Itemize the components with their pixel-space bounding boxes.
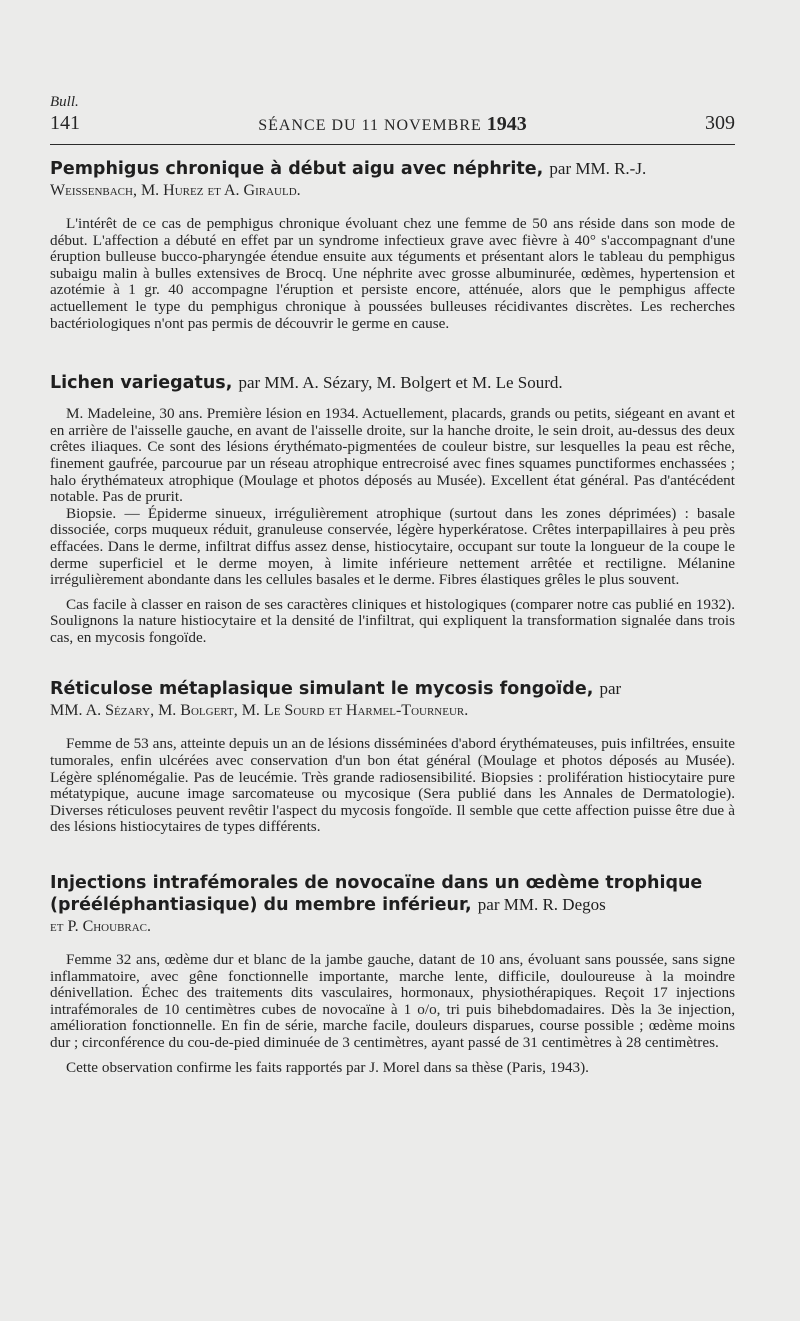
article-injections (50, 872, 735, 1076)
article-paragraph: Biopsie. — Épiderme sinueux, irrégulièrement atrophique (surtout dans les zones déprimées) : basale dissociée, corps muqueux réduit, granuleuse conservée, légère hyperkératose. Crêtes interpapillaires à peu près effacées. Dans le derme, infiltrat diffus assez dense, histiocytaire, occupant sur toute la longueur de la coupe le derme superficiel et le derme moyen, à limite inférieure nettement arrêtée et rectiligne. Mélanine irrégulièrement abondante dans les cellules basales et le derme. Fibres élastiques grêles le plus souvent. (50, 504, 735, 589)
article-pemphigus (50, 158, 735, 332)
article-paragraph: Femme de 53 ans, atteinte depuis un an de lésions disséminées d'abord érythémateuses, puis infiltrées, ensuite tumorales, enfin ulcérées avec conservation d'un bon état général (Moulage et photos déposés au Musée). Légère splénomégalie. Pas de leucémie. Très grande radiosensibilité. Biopsies : prolifération histiocytaire pure métatypique, aucune image sarcomateuse ou mycosique (Sera publié dans les Annales de Dermatologie). Diverses réticuloses peuvent revêtir l'aspect du mycosis fongoïde. Il semble que cette affection puisse être due à des lésions histiocytaires de types différents. (50, 735, 735, 836)
article-paragraph: Cas facile à classer en raison de ses caractères cliniques et histologiques (comparer notre cas publié en 1932). Soulignons la nature histiocytaire et la densité de l'infiltrat, qui expliquent la transformation signalée dans trois cas, en mycosis fongoïde. (50, 595, 735, 646)
page-number: 309 (705, 112, 735, 134)
running-header (50, 110, 735, 136)
session-year: 1943 (486, 113, 527, 135)
article-reticulose (50, 678, 735, 836)
article-authors: et P. Choubrac. (50, 918, 152, 936)
article-lichen (50, 372, 735, 646)
session-title: SÉANCE DU 11 NOVEMBRE 1943 (258, 113, 527, 135)
article-authors: MM. A. Sézary, M. Bolgert, M. Le Sourd et Harmel-Tourneur. (50, 702, 469, 720)
article-paragraph: Cette observation confirme les faits rapportés par J. Morel dans sa thèse (Paris, 1943). (66, 1058, 589, 1076)
header-rule (50, 144, 735, 145)
article-title: Injections intrafémorales de novocaïne dans un œdème trophique (prééléphantiasique) du membre inférieur, par MM. R. Degos (50, 873, 703, 916)
bull-note: Bull. (50, 94, 79, 110)
article-title: Pemphigus chronique à début aigu avec néphrite, par MM. R.-J. (50, 159, 647, 179)
article-paragraph: M. Madeleine, 30 ans. Première lésion en 1934. Actuellement, placards, grands ou petits, siégeant en avant et en arrière de l'aisselle gauche, en avant de l'aisselle droite, sur la hanche droite, le sein droit, au-dessus des deux crêtes iliaques. Ce sont des lésions érythémato-pigmentées de couleur bistre, sur lesquelles la peau est rêche, finement gaufrée, parcourue par un réseau atrophique entrecroisé avec fines squames punctiformes enchassées ; halo érythémateux atrophique (Moulage et photos déposés au Musée). Excellent état général. Pas d'antécédent notable. Pas de prurit. (50, 405, 735, 506)
article-authors: Weissenbach, M. Hurez et A. Girauld. (50, 182, 301, 199)
article-title: Réticulose métaplasique simulant le mycosis fongoïde, par (50, 679, 622, 700)
article-list (50, 158, 735, 1110)
article-title: Lichen variegatus, par MM. A. Sézary, M. Bolgert et M. Le Sourd. (50, 373, 563, 394)
article-paragraph: Femme 32 ans, œdème dur et blanc de la jambe gauche, datant de 10 ans, évoluant sans poussée, sans signe inflammatoire, avec gêne fonctionnelle importante, marche lente, difficile, douloureuse à la moindre dénivellation. Échec des traitements dits vasculaires, hormonaux, physiothérapiques. Reçoit 17 injections intrafémorales de 10 centimètres cubes de novocaïne à 1 o/o, tri puis bihebdomadaires. Dès la 3e injection, amélioration fonctionnelle. En fin de série, marche facile, douleurs disparues, course possible ; œdème moins dur ; circonférence du cou-de-pied diminuée de 3 centimètres, ayant passé de 31 centimètres à 28 centimètres. (50, 951, 735, 1051)
article-paragraph: L'intérêt de ce cas de pemphigus chronique évoluant chez une femme de 50 ans réside dans son mode de début. L'affection a débuté en effet par un syndrome infectieux grave avec fièvre à 40° s'accompagnant d'une éruption bulleuse bucco-pharyngée étendue ensuite aux téguments et présentant alors le tableau du pemphigus subaigu malin à bulles extensives de Brocq. Une néphrite avec grosse albuminurée, œdèmes, hypertension et azotémie à 1 gr. 40 accompagne l'éruption et persiste encore, atténuée, alors que le pemphigus affecte actuellement le type du pemphigus chronique à poussées bulleuses récidivantes discrètes. Les recherches bactériologiques n'ont pas permis de découvrir le germe en cause. (50, 215, 735, 332)
issue-number: 141 (50, 112, 80, 134)
